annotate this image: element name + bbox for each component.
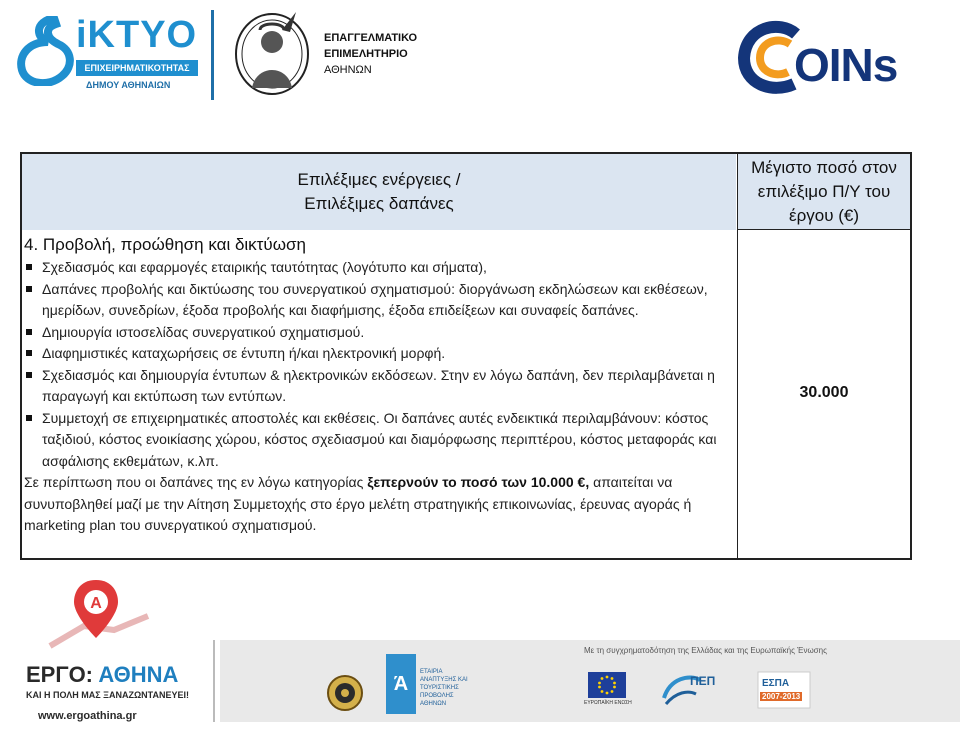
diktyo-tagline: ΕΠΙΧΕΙΡΗΜΑΤΙΚΟΤΗΤΑΣ [76,60,198,76]
coins-wordmark: OINs [794,39,898,91]
header-actions-line-1: Επιλέξιμες ενέργειες / [297,170,461,189]
coins-logo [736,18,946,98]
tourism-agency-name: ΕΤΑΙΡΙΑ ΑΝΑΠΤΥΞΗΣ ΚΑΙ ΤΟΥΡΙΣΤΙΚΗΣ ΠΡΟΒΟΛΗΣ ΑΘΗΝΩΝ [420,669,468,707]
list-item [24,365,730,408]
max-amount-value: 30.000 [799,384,849,401]
bullet-square-icon [26,372,32,378]
header-amount-line-1: Μέγιστο ποσό στον [751,158,897,177]
pep-wordmark: ΠΕΠ [690,674,716,688]
table-column-actions [22,154,738,558]
header-amount-line-3: έργου (€) [788,206,859,225]
table-header-actions [22,154,736,230]
list-item [24,343,730,365]
table-header-amount [738,154,910,230]
header-amount-line-2: επιλέξιμο Π/Υ του [757,182,891,201]
pin-letter: Α [90,595,102,612]
bullet-square-icon [26,264,32,270]
chamber-line-1: ΕΠΑΓΓΕΛΜΑΤΙΚΟ [324,32,418,44]
eu-flag-icon [588,672,626,698]
header-actions-line-2: Επιλέξιμες δαπάνες [304,194,454,213]
espa-years: 2007-2013 [762,692,801,701]
delta-icon [14,16,80,86]
chamber-emblem-icon [230,8,314,98]
bullet-square-icon [26,286,32,292]
ergo-url-link[interactable]: www.ergoathina.gr [38,710,137,722]
list-item-text: Διαφημιστικές καταχωρήσεις σε έντυπη ή/και ηλεκτρονική μορφή. [42,345,446,361]
espa-wordmark: ΕΣΠΑ [762,678,790,689]
bullet-square-icon [26,350,32,356]
bullet-square-icon [26,329,32,335]
ergo-athina-title [26,662,178,688]
list-item [24,322,730,344]
eu-label: ΕΥΡΩΠΑΪΚΗ ΕΝΩΣΗ [584,700,632,706]
list-item-text: Συμμετοχή σε επιχειρηματικές αποστολές και εκθέσεις. Οι δαπάνες αυτές ενδεικτικά περιλαμβάνουν: κόστος ταξιδιού, κόστος ενοικίασης χώρου, κόστος σχεδιασμού και διαμόρφωσης περιπτέρου, κόστος μεταφοράς και ασφάλισης εκθεμάτων, κ.λπ. [42,409,717,469]
chamber-line-3: ΑΘΗΝΩΝ [324,64,372,76]
closing-text-end: απαιτείται να συνυποβληθεί μαζί με την Αίτηση Συμμετοχής στο έργο μελέτη στρατηγικής επικοινωνίας, έρευνας αγοράς ή marketing plan του συνεργατικού σχηματισμού. [24,474,692,533]
eligible-expenses-table [20,152,912,560]
header-divider [211,10,214,100]
bullet-square-icon [26,415,32,421]
ergo-slogan: ΚΑΙ Η ΠΟΛΗ ΜΑΣ ΞΑΝΑΖΩΝΤΑΝΕΥΕΙ! [26,690,189,700]
chamber-line-2: ΕΠΙΜΕΛΗΤΗΡΙΟ [324,48,408,60]
diktyo-wordmark: iKTYO [76,14,198,56]
page-header [0,0,960,110]
list-item-text: Δημιουργία ιστοσελίδας συνεργατικού σχηματισμού. [42,323,365,340]
table-cell-actions [22,230,736,558]
closing-paragraph [24,472,730,537]
closing-text-bold: ξεπερνούν το ποσό των 10.000 €, [367,474,590,490]
diktyo-logo [14,12,198,94]
closing-text-start: Σε περίπτωση που οι δαπάνες της εν λόγω κατηγορίας [24,474,368,490]
diktyo-subtitle: ΔΗΜΟΥ ΑΘΗΝΑΙΩΝ [86,80,171,90]
cofunding-note: Με τη συγχρηματοδότηση της Ελλάδας και της Ευρωπαϊκής Ένωσης [584,646,827,655]
list-item [24,279,730,322]
footer-divider [213,640,215,722]
tourism-agency-logo: Ά [386,654,416,714]
map-pin-icon [44,576,154,652]
list-item [24,257,730,279]
list-item-text: Σχεδιασμός και δημιουργία έντυπων & ηλεκτρονικών εκδόσεων. Στην εν λόγω δαπάνη, δεν περιλαμβάνεται η παραγωγή και εκτύπωση των εντύπων. [42,366,715,404]
list-item-text: Σχεδιασμός και εφαρμογές εταιρικής ταυτότητας (λογότυπο και σήματα), [42,259,487,275]
page-footer [0,570,960,730]
municipality-seal-icon [326,674,364,712]
espa-logo-icon [756,670,812,710]
list-item [24,408,730,473]
ergo-accent: ΑΘΗΝΑ [98,662,179,687]
ergo-prefix: ΕΡΓΟ: [26,662,99,687]
table-column-amount [738,154,910,558]
chamber-name [324,30,417,78]
list-item-text: Δαπάνες προβολής και δικτύωσης του συνεργατικού σχηματισμού: διοργάνωση εκδηλώσεων και εκθέσεων, ημερίδων, συνεδρίων, έξοδα προβολής και διαφήμισης, έξοδα επιδείξεων και συναφείς δαπάνες. [42,280,708,318]
section-title: 4. Προβολή, προώθηση και δικτύωση [24,235,306,254]
bullet-list [24,257,730,472]
